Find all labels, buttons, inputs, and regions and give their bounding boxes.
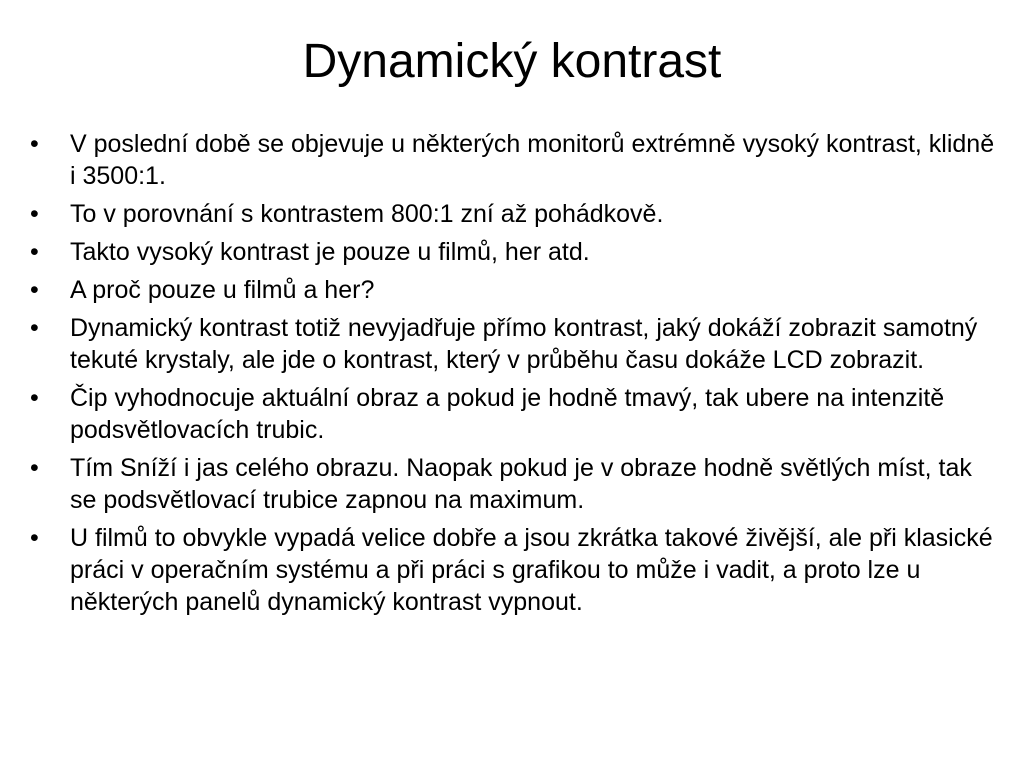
bullet-icon: • xyxy=(30,314,39,342)
bullet-text: To v porovnání s kontrastem 800:1 zní až pohádkově. xyxy=(70,200,664,228)
bullet-item xyxy=(30,236,998,268)
bullet-item xyxy=(30,198,998,230)
bullet-text: U filmů to obvykle vypadá velice dobře a jsou zkrátka takové živější, ale při klasické práci v operačním systému a při práci s grafikou to může i vadit, a proto lze u některých panelů dynamický kontrast vypnout. xyxy=(70,524,993,616)
bullet-icon: • xyxy=(30,276,39,304)
bullet-item xyxy=(30,274,998,306)
bullet-text: Dynamický kontrast totiž nevyjadřuje přímo kontrast, jaký dokáží zobrazit samotný tekuté krystaly, ale jde o kontrast, který v průběhu času dokáže LCD zobrazit. xyxy=(70,314,978,374)
slide-title: Dynamický kontrast xyxy=(302,35,722,88)
bullet-text: A proč pouze u filmů a her? xyxy=(70,276,375,304)
bullet-icon: • xyxy=(30,238,39,266)
bullet-icon: • xyxy=(30,454,39,482)
bullet-icon: • xyxy=(30,130,39,158)
bullet-item xyxy=(30,522,998,618)
bullet-icon: • xyxy=(30,200,39,228)
bullet-text: Takto vysoký kontrast je pouze u filmů, her atd. xyxy=(70,238,590,266)
bullet-item xyxy=(30,452,998,516)
bullet-item xyxy=(30,382,998,446)
bullet-text: Tím Sníží i jas celého obrazu. Naopak pokud je v obraze hodně světlých míst, tak se podsvětlovací trubice zapnou na maximum. xyxy=(70,454,972,514)
bullet-icon: • xyxy=(30,384,39,412)
bullet-item xyxy=(30,312,998,376)
bullet-list xyxy=(30,128,998,624)
bullet-text: V poslední době se objevuje u některých monitorů extrémně vysoký kontrast, klidně i 3500:1. xyxy=(70,130,995,190)
bullet-icon: • xyxy=(30,524,39,552)
bullet-text: Čip vyhodnocuje aktuální obraz a pokud je hodně tmavý, tak ubere na intenzitě podsvětlovacích trubic. xyxy=(70,384,945,444)
bullet-item xyxy=(30,128,998,192)
